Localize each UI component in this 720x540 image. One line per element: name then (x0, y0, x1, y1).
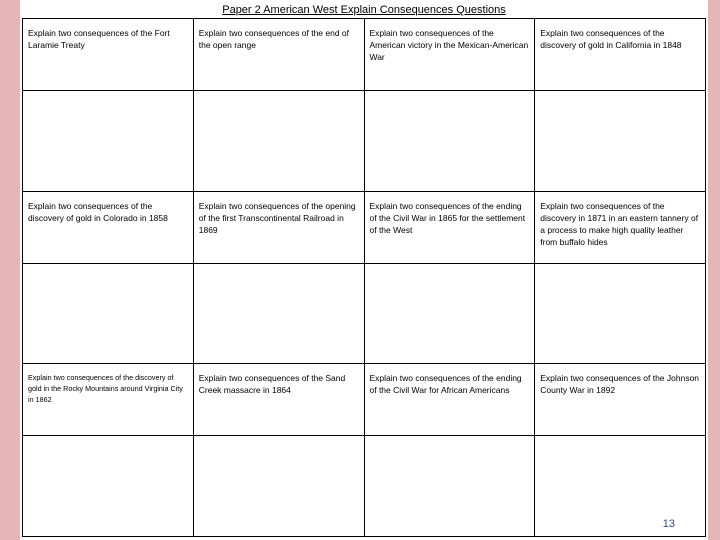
question-cell (535, 364, 706, 537)
worksheet-page (20, 0, 708, 540)
question-prompt: Explain two consequences of the American victory in the Mexican-American War (365, 19, 535, 91)
question-prompt: Explain two consequences of the ending of the Civil War in 1865 for the settlement of the West (365, 192, 535, 264)
question-prompt: Explain two consequences of the discovery of gold in California in 1848 (535, 19, 705, 91)
question-cell (23, 19, 194, 192)
page-number: 13 (662, 518, 675, 530)
question-cell (535, 192, 706, 365)
question-cell (535, 19, 706, 192)
question-prompt: Explain two consequences of the end of the open range (194, 19, 364, 91)
question-cell (23, 192, 194, 365)
question-cell (365, 192, 536, 365)
question-cell (23, 364, 194, 537)
question-cell (194, 19, 365, 192)
question-cell (365, 364, 536, 537)
question-prompt: Explain two consequences of the discovery of gold in Colorado in 1858 (23, 192, 193, 264)
question-cell (365, 19, 536, 192)
question-prompt: Explain two consequences of the opening of the first Transcontinental Railroad in 1869 (194, 192, 364, 264)
question-prompt: Explain two consequences of the Fort Laramie Treaty (23, 19, 193, 91)
question-prompt: Explain two consequences of the ending of the Civil War for African Americans (365, 364, 535, 436)
question-prompt: Explain two consequences of the Sand Creek massacre in 1864 (194, 364, 364, 436)
question-grid (22, 18, 706, 537)
page-title: Paper 2 American West Explain Consequences Questions (222, 4, 506, 16)
question-prompt: Explain two consequences of the discovery of gold in the Rocky Mountains around Virginia City in 1862 (23, 364, 193, 436)
question-cell (194, 364, 365, 537)
question-cell (194, 192, 365, 365)
question-prompt: Explain two consequences of the Johnson County War in 1892 (535, 364, 705, 436)
question-prompt: Explain two consequences of the discovery in 1871 in an eastern tannery of a process to make high quality leather from buffalo hides (535, 192, 705, 264)
